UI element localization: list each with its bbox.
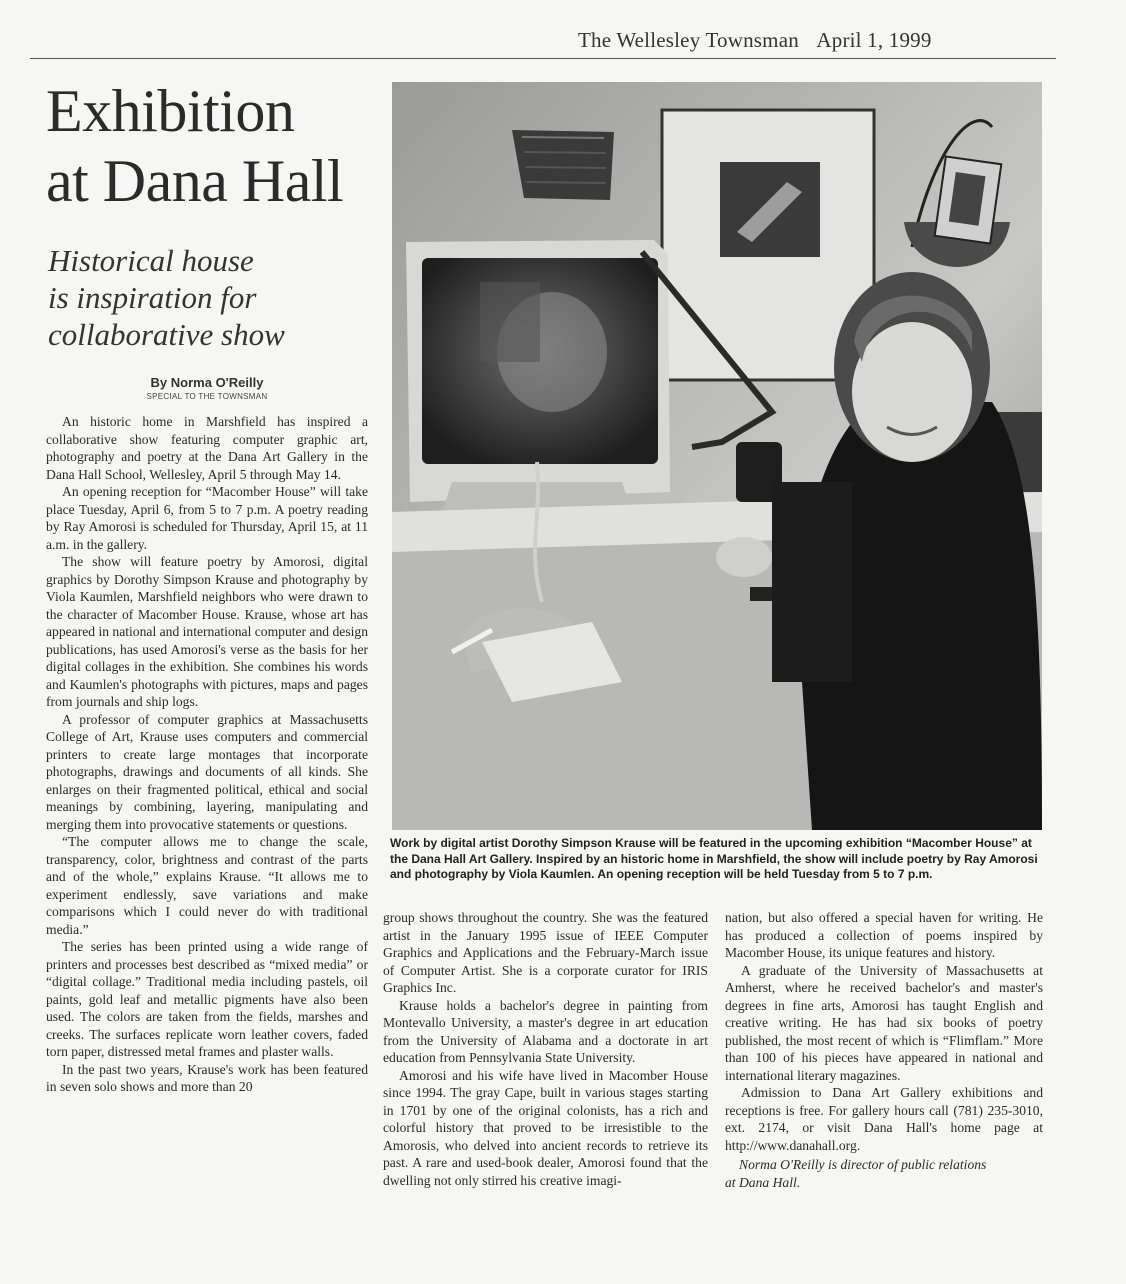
paragraph: Krause holds a bachelor's degree in painting from Montevallo University, a master's degree in art education from the University of Alabama and a doctorate in art education from Pennsylvania State University. (383, 997, 708, 1065)
byline-credit: SPECIAL TO THE TOWNSMAN (146, 392, 268, 401)
subheadline-line: collaborative show (48, 317, 285, 352)
photo-caption: Work by digital artist Dorothy Simpson Krause will be featured in the upcoming exhibition “Macomber House” at the Dana Hall Art Gallery. Inspired by an historic home in Marshfield, the show will include poetry by Ray Amorosi and photography by Viola Kaumlen. An opening reception will be held Tuesday from 5 to 7 p.m. (390, 836, 1038, 881)
paragraph: The series has been printed using a wide range of printers and processes best described as “mixed media” or “digital collage.” Traditional media including pastels, oil paints, gold leaf and metallic pigments have also been used. The colors are taken from the fields, marshes and creeks. The surfaces replicate worn leather covers, faded torn paper, distressed metal frames and plaster walls. (46, 939, 368, 1059)
paragraph: A graduate of the University of Massachusetts at Amherst, where he received bachelor's and master's degrees in fine arts, Amorosi has taught English and creative writing. He has had six books of poetry published, the most recent of which is “Flimflam.” More than 100 of his pieces have appeared in national and international literary magazines. (725, 962, 1043, 1083)
headline-line: Exhibition (46, 78, 295, 144)
paragraph: A professor of computer graphics at Massachusetts College of Art, Krause uses computers and commercial printers to create large montages that incorporate photographs, drawings and documents of all kinds. She enlarges on their fragmented political, ethical and social meanings by combining, layering, manipulating and merging them into provocative statements or questions. (46, 711, 368, 832)
paragraph: nation, but also offered a special haven for writing. He has produced a collection of poems inspired by Macomber House, its unique features and history. (725, 910, 1043, 960)
masthead (578, 28, 932, 53)
headline-line: at Dana Hall (46, 148, 344, 214)
paragraph: The show will feature poetry by Amorosi, digital graphics by Dorothy Simpson Krause and photography by Viola Kaumlen, Marshfield neighbors who were drawn to the character of Macomber House. Krause, whose art has appeared in national and international computer and design publications, has used Amorosi's verse as the basis for her digital collages in the exhibition. She combines his words and Kaumlen's photographs with pictures, maps and pages from journals and ship logs. (46, 554, 368, 709)
paragraph: An historic home in Marshfield has inspired a collaborative show featuring computer graphic art, photography and poetry at the Dana Art Gallery in the Dana Hall School, Wellesley, April 5 through May 14. (46, 414, 368, 482)
paragraph: An opening reception for “Macomber House” will take place Tuesday, April 6, from 5 to 7 p.m. A poetry reading by Ray Amorosi is scheduled for Thursday, April 15, at 11 a.m. in the gallery. (46, 484, 368, 552)
paragraph: “The computer allows me to change the scale, transparency, color, brightness and contrast of the parts and of the whole,” explains Krause. “It allows me to experiment endlessly, save variations and make comparisons which I could never do with traditional media.” (46, 834, 368, 937)
article-body-right (725, 909, 1043, 1191)
photo-illustration (392, 82, 1042, 830)
subheadline (48, 242, 368, 353)
author-note: Norma O'Reilly is director of public relations (739, 1157, 987, 1172)
paragraph: In the past two years, Krause's work has been featured in seven solo shows and more than 20 (46, 1061, 368, 1094)
article-body-left (46, 413, 368, 1096)
author-note: at Dana Hall. (725, 1174, 801, 1190)
masthead-rule (30, 58, 1056, 59)
subheadline-line: is inspiration for (48, 280, 257, 315)
article-body-middle (383, 909, 708, 1189)
issue-date: April 1, 1999 (816, 28, 932, 52)
left-column (46, 76, 368, 1096)
subheadline-line: Historical house (48, 243, 254, 278)
byline: By Norma O'Reilly (150, 375, 264, 390)
newspaper-name: The Wellesley Townsman (578, 28, 799, 52)
paragraph: group shows throughout the country. She was the featured artist in the January 1995 issue of IEEE Computer Graphics and Applications and the February-March issue of Computer Artist. She is a corporate curator for IRIS Graphics Inc. (383, 910, 708, 995)
article-photo (392, 82, 1042, 830)
paragraph: Admission to Dana Art Gallery exhibitions and receptions is free. For gallery hours call (781) 235-3010, ext. 2174, or visit Dana Hall's home page at http://www.danahall.org. (725, 1085, 1043, 1153)
paragraph: Amorosi and his wife have lived in Macomber House since 1994. The gray Cape, built in various stages starting in 1701 by one of the original colonists, has a rich and colorful history that proved to be irresistible to the Amorosis, who delved into ancient records to retrieve its past. A rare and used-book dealer, Amorosi found that the dwelling not only stirred his creative imagi- (383, 1067, 708, 1188)
headline (46, 76, 368, 216)
